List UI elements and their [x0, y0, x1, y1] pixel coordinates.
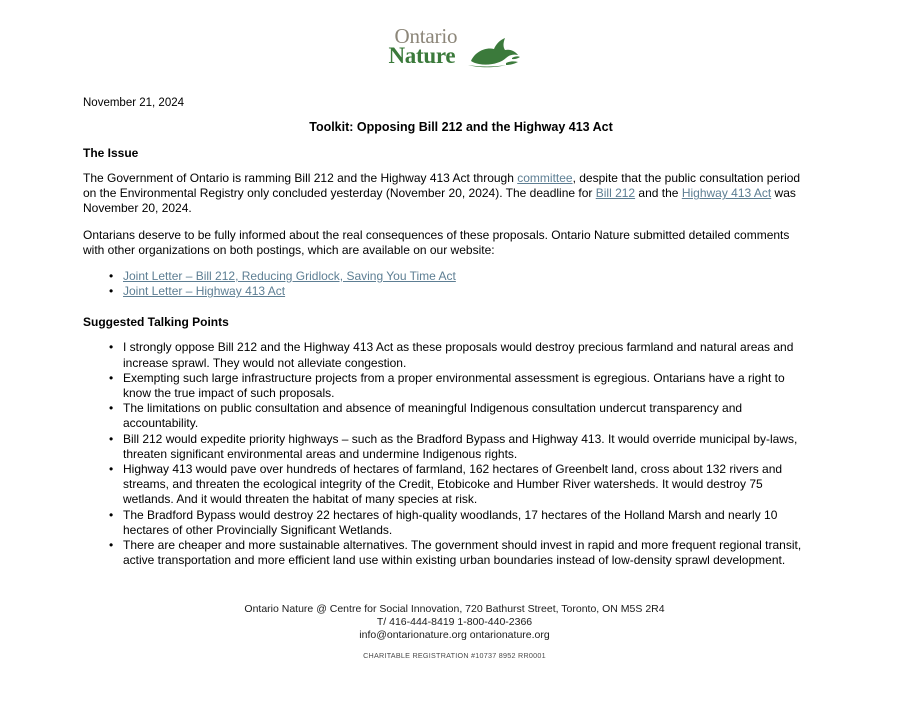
talking-points-list [83, 340, 811, 568]
heading-suggested-talking-points: Suggested Talking Points [83, 315, 229, 330]
footer-phone: T/ 416-444-8419 1-800-440-2366 [376, 616, 533, 628]
list-item: • Highway 413 would pave over hundreds of hectares of farmland, 162 hectares of Greenbelt land, cross about 132 rivers and streams, and threaten the ecological integrity of the Credit, Etobicoke and Humber River watersheds. It would destroy 75 wetlands. And it would threaten the habitat of many species at risk. [123, 462, 811, 508]
link-joint-letter-bill-212[interactable]: Joint Letter – Bill 212, Reducing Gridlock, Saving You Time Act [123, 269, 456, 284]
list-item [123, 284, 811, 299]
logo-word-ontario: Ontario [394, 24, 458, 48]
issue-paragraph-2: Ontarians deserve to be fully informed about the real consequences of these proposals. Ontario Nature submitted detailed comments with other organizations on both postings, which are available on our website: [83, 227, 790, 257]
issue-paragraph-1 [83, 171, 811, 217]
link-highway-413-act[interactable]: Highway 413 Act [681, 186, 772, 201]
issue-paragraph-1-text-c: and the [635, 186, 682, 201]
issue-paragraph-1-text-d: was November 20, 2024. [83, 186, 796, 216]
list-item: • The limitations on public consultation and absence of meaningful Indigenous consultation undercut transparency and accountability. [123, 401, 811, 431]
footer-address: Ontario Nature @ Centre for Social Innovation, 720 Bathurst Street, Toronto, ON M5S 2R4 [244, 603, 665, 615]
page-title: Toolkit: Opposing Bill 212 and the Highway 413 Act [309, 120, 613, 134]
list-item: • Exempting such large infrastructure projects from a proper environmental assessment is egregious. Ontarians have a right to know the true impact of such proposals. [123, 371, 811, 401]
joint-letter-link-list [83, 269, 811, 299]
logo-header [0, 0, 909, 68]
list-item: • Bill 212 would expedite priority highways – such as the Bradford Bypass and Highway 413. It would override municipal by-laws, threaten significant environmental areas and undermine Indigenous rights. [123, 432, 811, 462]
issue-paragraph-1-text-a: The Government of Ontario is ramming Bill 212 and the Highway 413 Act through [83, 171, 518, 185]
logo-word-nature: Nature [388, 43, 456, 68]
issue-paragraph-1-text-b: , despite that the public consultation period on the Environmental Registry only concluded yesterday (November 20, 2024). The deadline for [83, 171, 801, 201]
list-item: • There are cheaper and more sustainable alternatives. The government should invest in rapid and more frequent regional transit, active transportation and more efficient land use within existing urban boundaries instead of low-density sprawl development. [123, 538, 811, 568]
list-item: • I strongly oppose Bill 212 and the Highway 413 Act as these proposals would destroy precious farmland and natural areas and increase sprawl. They would not alleviate congestion. [123, 340, 811, 370]
link-committee[interactable]: committee [517, 171, 573, 185]
ontario-nature-logo [389, 26, 521, 72]
ontario-nature-bird-icon [465, 36, 521, 70]
list-item: • The Bradford Bypass would destroy 22 hectares of high-quality woodlands, 17 hectares of the Holland Marsh and nearly 10 hectares of other Provincially Significant Wetlands. [123, 508, 811, 538]
list-item [123, 269, 811, 284]
footer-contact: info@ontarionature.org ontarionature.org [359, 629, 550, 641]
footer-charitable-registration: CHARITABLE REGISTRATION #10737 8952 RR0001 [363, 651, 546, 660]
heading-the-issue: The Issue [83, 146, 139, 160]
document-body [83, 96, 811, 568]
document-date: November 21, 2024 [83, 97, 185, 109]
link-bill-212[interactable]: Bill 212 [595, 186, 636, 201]
document-footer [0, 603, 909, 661]
link-joint-letter-highway-413[interactable]: Joint Letter – Highway 413 Act [123, 284, 286, 299]
